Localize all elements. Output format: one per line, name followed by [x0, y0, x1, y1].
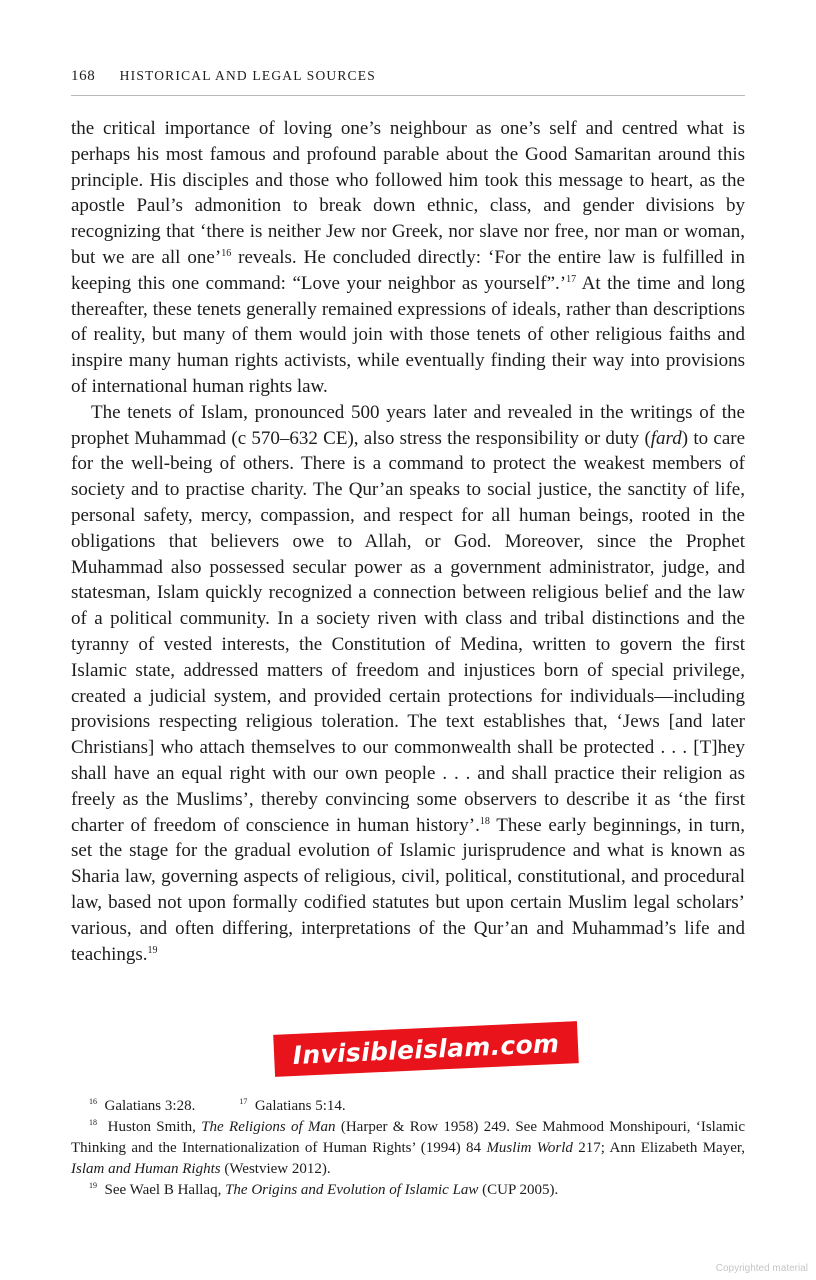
header-rule — [71, 95, 745, 96]
footnote-18-text-d: (Westview 2012). — [220, 1161, 331, 1177]
running-title: HISTORICAL AND LEGAL SOURCES — [119, 68, 376, 83]
paragraph-1-text-a: the critical importance of loving one’s neighbour as one’s self and centred what is perhaps his most famous and profound parable about the Good Samaritan around this principle. His disciples and those who followed him took this message to heart, as the apostle Paul’s admonition to break down ethnic, class, and gender divisions by recognizing that ‘there is neither Jew nor Greek, nor slave nor free, nor man or woman, but we are all one’ — [71, 118, 745, 268]
footnotes — [71, 1096, 745, 1201]
footnote-19 — [71, 1180, 745, 1201]
running-head — [71, 68, 745, 85]
footnote-16-17 — [71, 1096, 745, 1117]
paragraph-2 — [71, 400, 745, 968]
footnote-18-title-1: The Religions of Man — [201, 1119, 336, 1135]
paragraph-2-text-a: The tenets of Islam, pronounced 500 years later and revealed in the writings of the prophet Muhammad (c 570–632 CE), also stress the responsibility or duty ( — [71, 401, 745, 449]
footnote-18-text-a: Huston Smith, — [107, 1119, 202, 1135]
footnote-ref-19[interactable]: 19 — [147, 944, 158, 956]
footnote-18 — [71, 1117, 745, 1180]
footnote-18-title-3: Islam and Human Rights — [71, 1161, 221, 1177]
paragraph-1-text-b: reveals. He concluded directly: ‘For the entire law is fulfilled in keeping this one command: “Love your neighbor as yourself”.’ — [71, 246, 745, 294]
footnote-16-text: Galatians 3:28. — [104, 1098, 196, 1114]
footnote-ref-17[interactable]: 17 — [566, 273, 577, 285]
footnote-18-text-b: (Harper & Row 1958) 249. See Mahmood Monshipouri, ‘Islamic Thinking and the Internationalization of Human Rights’ (1994) 84 — [71, 1119, 746, 1156]
footnote-18-number: 18 — [89, 1118, 97, 1127]
footnote-18-title-2: Muslim World — [486, 1140, 573, 1156]
footnote-ref-18[interactable]: 18 — [479, 815, 490, 827]
footnote-18-text-c: 217; Ann Elizabeth Mayer, — [572, 1140, 746, 1156]
footnote-17-text: Galatians 5:14. — [254, 1098, 346, 1114]
paragraph-1 — [71, 116, 745, 400]
watermark-text: Invisibleislam.com — [292, 1028, 560, 1070]
paragraph-2-text-b: ) to care for the well-being of others. There is a command to protect the weakest members of society and to practise charity. The Qur’an speaks to social justice, the sanctity of life, personal safety, mercy, compassion, and respect for all human beings, rooted in the obligations that believers owe to Allah, or God. Moreover, since the Prophet Muhammad also possessed secular power as a government administrator, judge, and statesman, Islam quickly recognized a connection between religious belief and the law of a political community. In a society riven with class and tribal distinctions and the tyranny of vested interests, the Constitution of Medina, written to govern the first Islamic state, addressed matters of freedom and injustices born of special privilege, created a judicial system, and provided certain protections for individuals—including provisions respecting religious toleration. The text establishes that, ‘Jews [and later Christians] who attach themselves to our commonwealth shall be protected . . . [T]hey shall have an equal right with our own people . . . and shall practice their religion as freely as the Muslims’, thereby convincing some observers to describe it as ‘the first charter of freedom of conscience in human history’. — [71, 427, 746, 836]
footnote-ref-16[interactable]: 16 — [221, 247, 232, 259]
footnote-16-number: 16 — [89, 1097, 97, 1106]
paragraph-1-text-c: At the time and long thereafter, these tenets generally remained expressions of ideals, rather than descriptions of reality, but many of them would join with those tenets of other religious faiths and inspire many human rights activists, while eventually finding their way into provisions of international human rights law. — [71, 272, 745, 397]
footnote-19-title: The Origins and Evolution of Islamic Law — [225, 1182, 479, 1198]
paragraph-2-text-c: These early beginnings, in turn, set the stage for the gradual evolution of Islamic jurisprudence and what is known as Sharia law, governing aspects of religious, civil, political, constitutional, and procedural law, based not upon formally codified statutes but upon certain Muslim legal scholars’ various, and often differing, interpretations of the Qur’an and Muhammad’s life and teachings. — [71, 814, 746, 965]
footnote-19-text-a: See Wael B Hallaq, — [104, 1182, 226, 1198]
footnote-17-number: 17 — [239, 1097, 248, 1106]
page-number: 168 — [71, 68, 96, 84]
term-fard: fard — [650, 427, 682, 449]
watermark-banner — [273, 1021, 579, 1077]
main-text — [71, 116, 745, 967]
footnote-19-number: 19 — [89, 1181, 97, 1190]
footnote-19-text-b: (CUP 2005). — [478, 1182, 559, 1198]
copyright-notice: Copyrighted material — [715, 1263, 808, 1274]
